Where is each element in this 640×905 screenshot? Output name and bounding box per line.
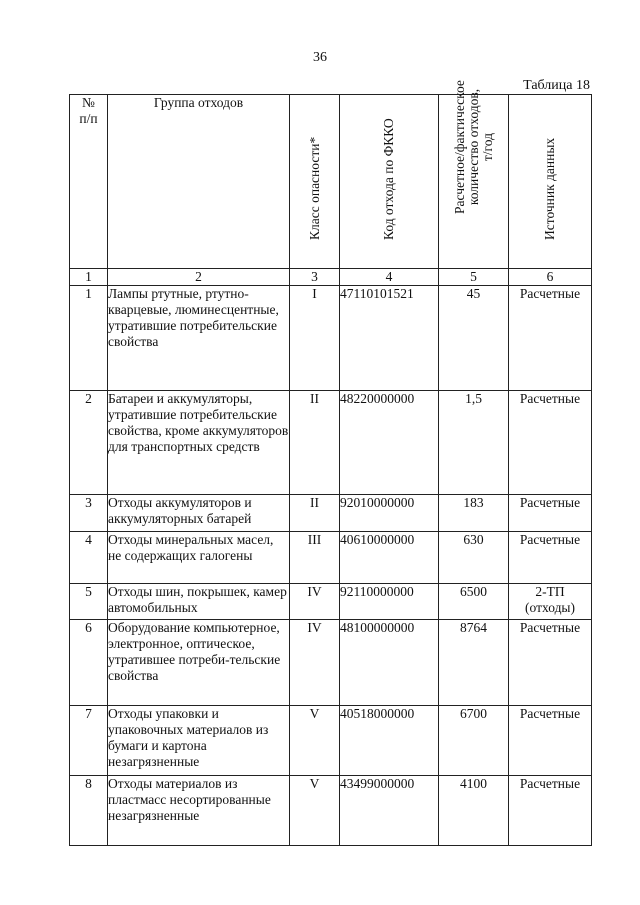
column-number: 2 [108, 269, 290, 286]
row-number: 4 [70, 532, 108, 584]
column-number-row [70, 269, 592, 286]
data-source: 2-ТП (отходы) [509, 584, 592, 620]
waste-group-name: Отходы шин, покрышек, камер автомобильных [108, 584, 290, 620]
table-row [70, 391, 592, 495]
data-source: Расчетные [509, 286, 592, 391]
fkko-code: 40610000000 [340, 532, 439, 584]
waste-group-name: Батареи и аккумуляторы, утратившие потребительские свойства, кроме аккумуляторов для транспортных средств [108, 391, 290, 495]
hazard-class: V [290, 776, 340, 846]
fkko-code: 40518000000 [340, 706, 439, 776]
fkko-code: 48100000000 [340, 620, 439, 706]
row-number: 1 [70, 286, 108, 391]
header-group: Группа отходов [108, 95, 290, 269]
waste-group-name: Оборудование компьютерное, электронное, оптическое, утратившее потреби-тельские свойства [108, 620, 290, 706]
waste-amount: 8764 [439, 620, 509, 706]
table-row [70, 495, 592, 532]
column-number: 6 [509, 269, 592, 286]
data-source: Расчетные [509, 391, 592, 495]
table-row [70, 620, 592, 706]
hazard-class: I [290, 286, 340, 391]
waste-group-name: Отходы аккумуляторов и аккумуляторных батарей [108, 495, 290, 532]
column-number: 5 [439, 269, 509, 286]
hazard-class: II [290, 495, 340, 532]
hazard-class: III [290, 532, 340, 584]
waste-amount: 630 [439, 532, 509, 584]
waste-amount: 4100 [439, 776, 509, 846]
row-number: 7 [70, 706, 108, 776]
hazard-class: V [290, 706, 340, 776]
row-number: 8 [70, 776, 108, 846]
waste-amount: 6500 [439, 584, 509, 620]
data-source: Расчетные [509, 706, 592, 776]
data-source: Расчетные [509, 776, 592, 846]
header-amount: Расчетное/фактическое количество отходов, т/год [439, 95, 509, 269]
header-row [70, 95, 592, 269]
waste-amount: 6700 [439, 706, 509, 776]
hazard-class: II [290, 391, 340, 495]
waste-group-name: Отходы материалов из пластмасс несортированные незагрязненные [108, 776, 290, 846]
waste-amount: 183 [439, 495, 509, 532]
hazard-class: IV [290, 620, 340, 706]
header-num: № п/п [70, 95, 108, 269]
data-source: Расчетные [509, 532, 592, 584]
row-number: 6 [70, 620, 108, 706]
waste-group-name: Лампы ртутные, ртутно-кварцевые, люминесцентные, утратившие потребительские свойства [108, 286, 290, 391]
table-row [70, 776, 592, 846]
row-number: 5 [70, 584, 108, 620]
waste-group-name: Отходы минеральных масел, не содержащих галогены [108, 532, 290, 584]
hazard-class: IV [290, 584, 340, 620]
table-row [70, 706, 592, 776]
table-label: Таблица 18 [523, 78, 590, 93]
fkko-code: 43499000000 [340, 776, 439, 846]
column-number: 3 [290, 269, 340, 286]
column-number: 4 [340, 269, 439, 286]
fkko-code: 92010000000 [340, 495, 439, 532]
page-number: 36 [313, 50, 327, 65]
header-hazard-class: Класс опасности* [290, 95, 340, 269]
data-source: Расчетные [509, 495, 592, 532]
row-number: 3 [70, 495, 108, 532]
fkko-code: 47110101521 [340, 286, 439, 391]
waste-amount: 1,5 [439, 391, 509, 495]
fkko-code: 92110000000 [340, 584, 439, 620]
table-row [70, 286, 592, 391]
fkko-code: 48220000000 [340, 391, 439, 495]
waste-amount: 45 [439, 286, 509, 391]
table-row [70, 584, 592, 620]
header-fkko-code: Код отхода по ФККО [340, 95, 439, 269]
column-number: 1 [70, 269, 108, 286]
table-row [70, 532, 592, 584]
data-source: Расчетные [509, 620, 592, 706]
row-number: 2 [70, 391, 108, 495]
header-source: Источник данных [509, 95, 592, 269]
waste-group-name: Отходы упаковки и упаковочных материалов из бумаги и картона незагрязненные [108, 706, 290, 776]
